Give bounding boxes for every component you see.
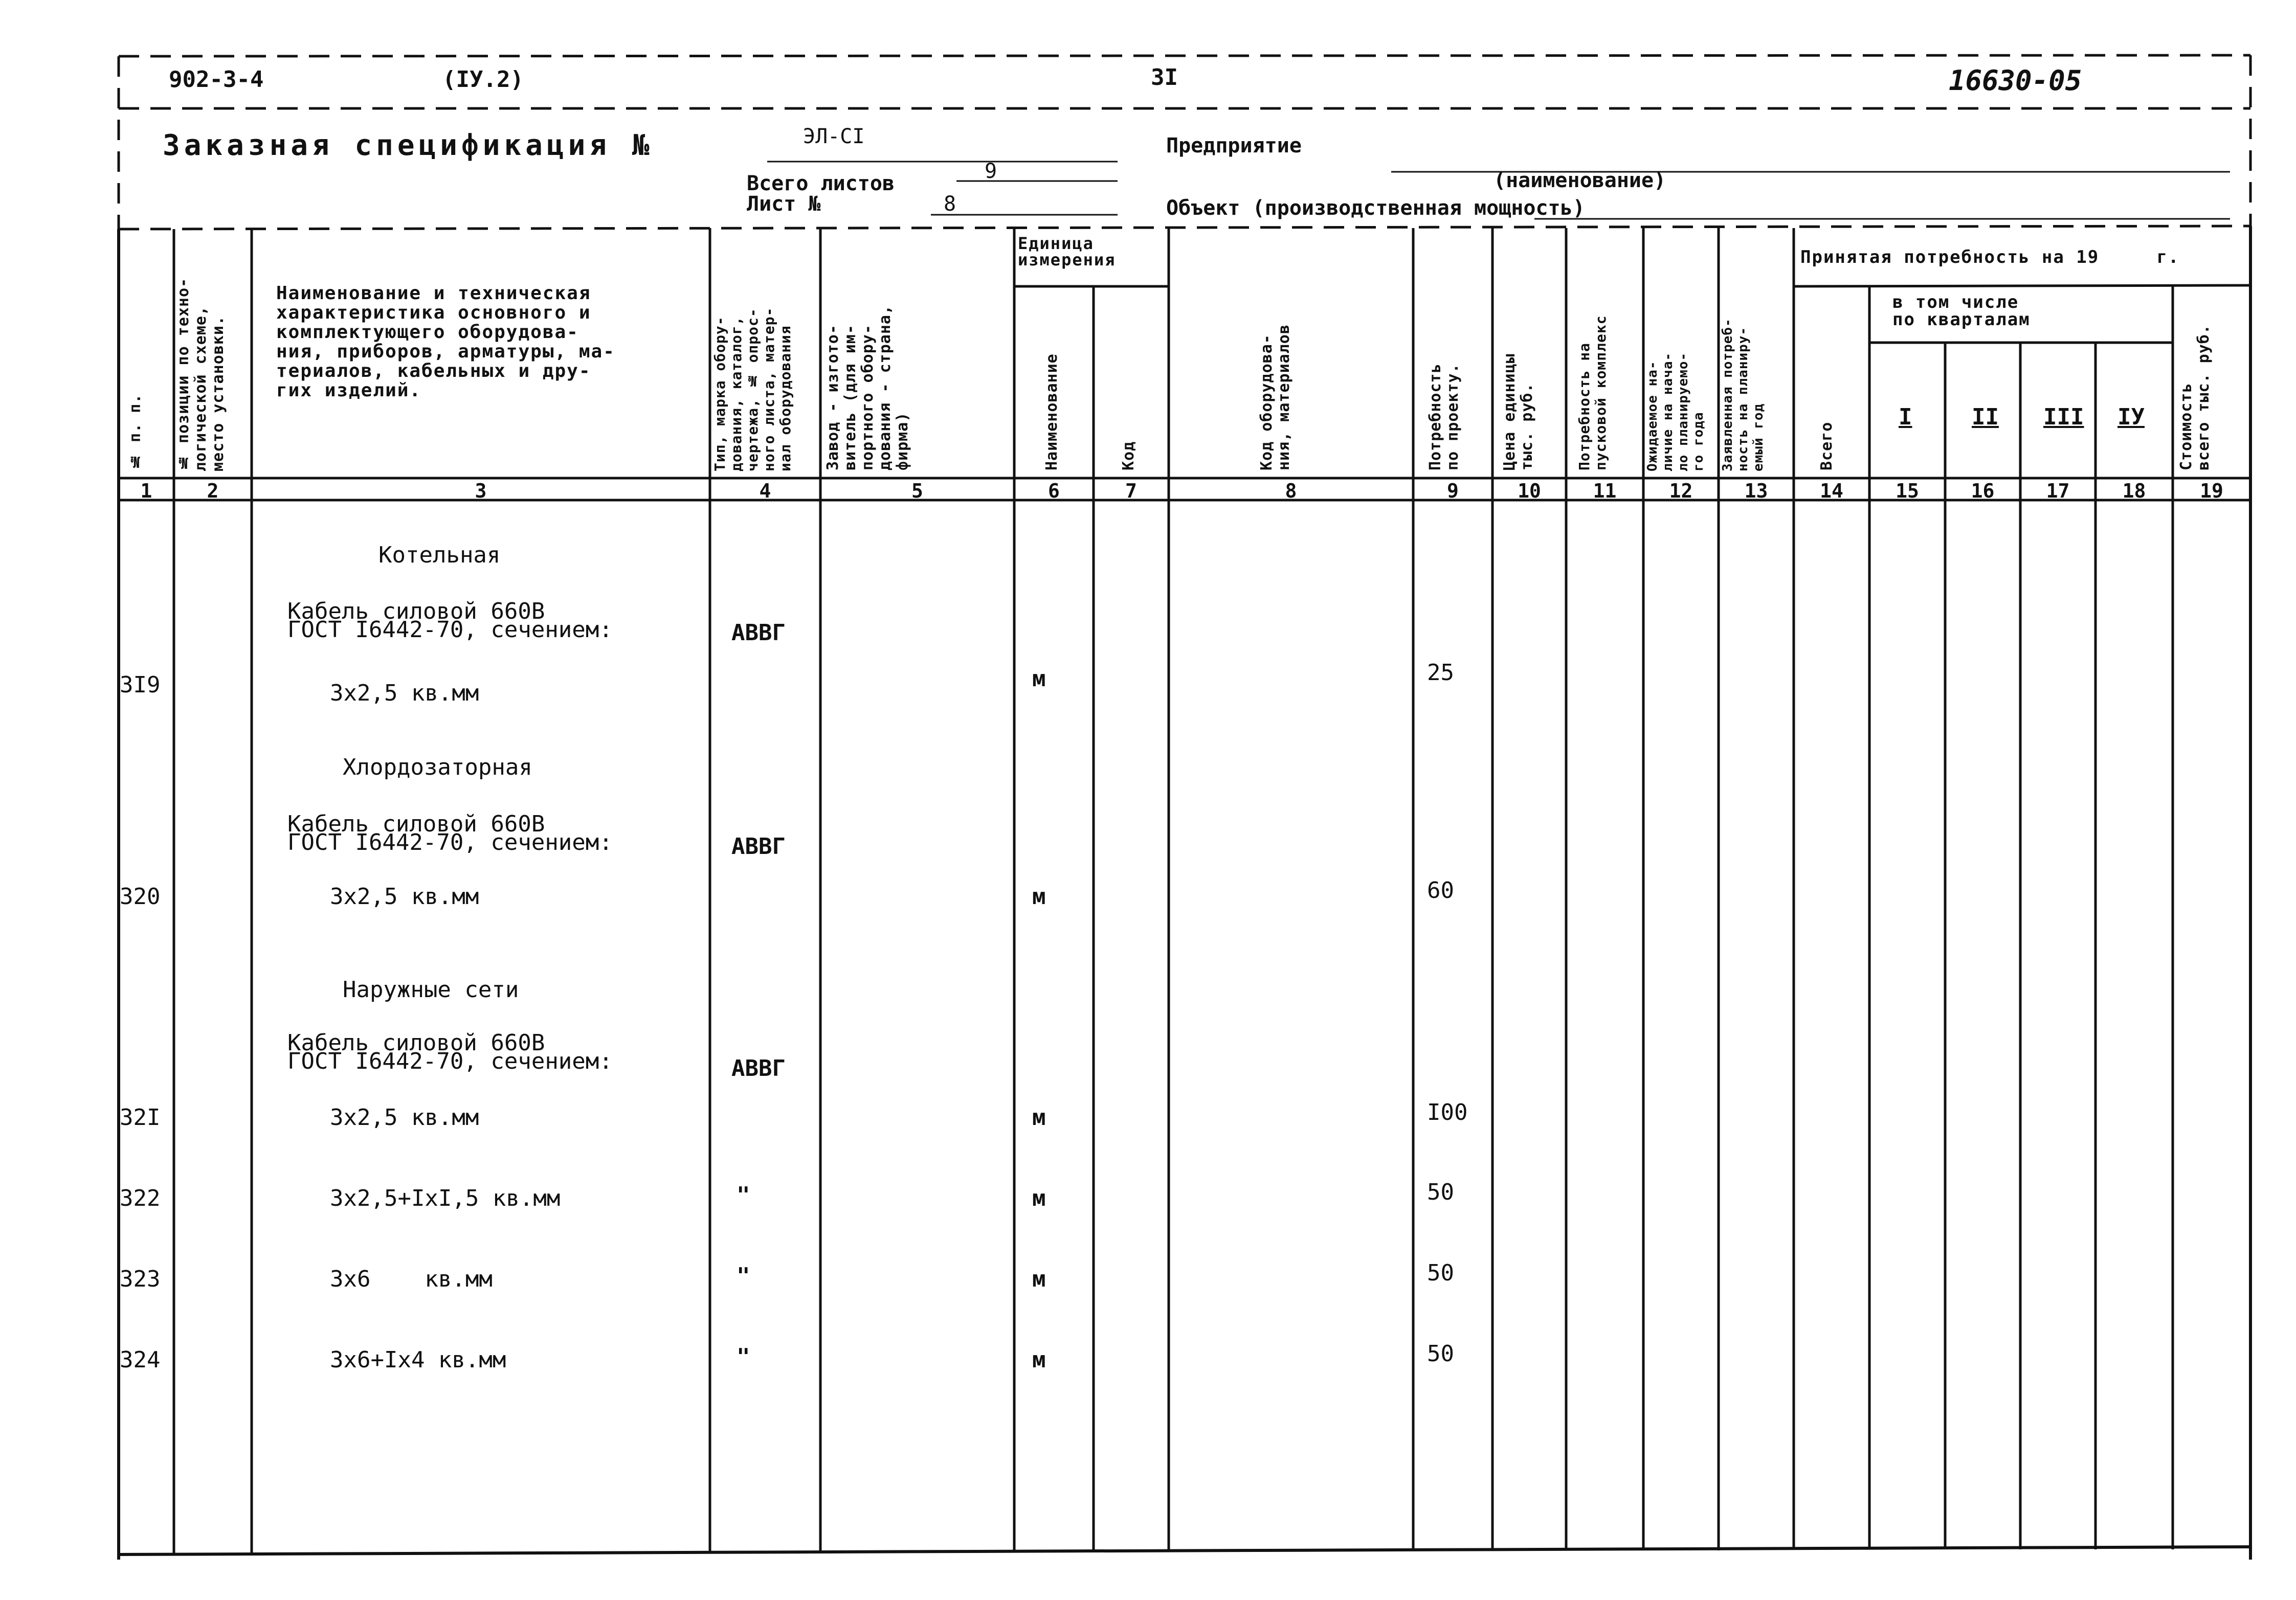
- row-unit: м: [1032, 1185, 1046, 1211]
- col-number: 18: [2122, 480, 2146, 502]
- col-header-3: Наименование и техническая характеристика основного и комплектующего оборудова- ния, приборов, арматуры, ма- териалов, кабельных и дру- гих изделий.: [276, 283, 615, 401]
- row-item-name: 3х6+Iх4 кв.мм: [330, 1347, 506, 1373]
- col-number: 4: [759, 480, 771, 502]
- accepted-group-header: Принятая потребность на 19 г.: [1800, 247, 2180, 267]
- col-header-13: Заявленная потреб- ность на планиру- емый год: [1720, 318, 1766, 471]
- col-number: 5: [911, 480, 923, 502]
- enterprise-caption: (наименование): [1493, 169, 1666, 192]
- row-item-name: 3х2,5+IхI,5 кв.мм: [330, 1185, 561, 1211]
- row-quantity: 25: [1427, 660, 1454, 686]
- row-unit: м: [1032, 1266, 1046, 1292]
- section-heading: Хлордозаторная: [343, 754, 532, 780]
- row-number: 324: [120, 1347, 161, 1373]
- section-heading: Котельная: [378, 542, 501, 568]
- spec-number: ЭЛ-СI: [803, 125, 865, 148]
- col-header-14: Всего: [1818, 421, 1836, 470]
- page-number: 3I: [1151, 64, 1178, 91]
- col-header-16: II: [1972, 404, 1999, 430]
- col-header-8: Код оборудова- ния, материалов: [1258, 324, 1293, 470]
- doc-code: 902-3-4: [169, 66, 264, 93]
- row-unit: м: [1032, 1105, 1046, 1131]
- row-unit: м: [1032, 666, 1046, 692]
- spec-title: Заказная спецификация №: [163, 129, 654, 162]
- cable-description-line2: ГОСТ I6442-70, сечением:: [287, 1048, 613, 1074]
- col-header-7: Код: [1120, 441, 1138, 470]
- col-number: 6: [1048, 480, 1060, 502]
- row-number: 3I9: [120, 672, 161, 698]
- col-header-2: № позиции по техно- логической схеме, место установки.: [174, 277, 227, 471]
- col-number: 13: [1744, 480, 1768, 502]
- col-header-4: Тип, марка обору- дования, каталог, чертежа, № опрос- ного листа, матер- иал оборудования: [711, 307, 794, 471]
- unit-group-header: Единица измерения: [1018, 234, 1116, 269]
- col-number: 2: [207, 480, 219, 502]
- row-item-name: 3х6 кв.мм: [330, 1266, 493, 1292]
- object-label: Объект (производственная мощность): [1166, 196, 1585, 220]
- row-type-ditto: ": [737, 1263, 750, 1289]
- sheet-label: Лист №: [747, 192, 821, 216]
- row-number: 320: [120, 884, 161, 910]
- col-number: 10: [1518, 480, 1541, 502]
- row-item-name: 3х2,5 кв.мм: [330, 1105, 479, 1131]
- row-item-name: 3х2,5 кв.мм: [330, 884, 479, 910]
- col-number: 11: [1593, 480, 1617, 502]
- row-quantity: 60: [1427, 877, 1454, 904]
- col-header-10: Цена единицы тыс. руб.: [1501, 353, 1536, 470]
- col-number: 3: [475, 480, 487, 502]
- col-number: 8: [1285, 480, 1297, 502]
- col-header-11: Потребность на пусковой комплекс: [1576, 315, 1609, 470]
- archive-number: 16630-05: [1949, 64, 2082, 97]
- row-quantity: 50: [1427, 1179, 1454, 1205]
- col-header-12: Ожидаемое на- личие на нача- ло планируемо- го года: [1645, 352, 1706, 471]
- col-number: 14: [1820, 480, 1843, 502]
- col-header-5: Завод - изгото- витель (для им- портного обору- дования - страна, фирма): [824, 304, 911, 470]
- row-type-ditto: ": [737, 1182, 750, 1208]
- row-number: 322: [120, 1185, 161, 1211]
- enterprise-label: Предприятие: [1166, 134, 1302, 157]
- col-number: 16: [1971, 480, 1995, 502]
- col-number: 17: [2046, 480, 2070, 502]
- cable-type: АВВГ: [731, 1055, 786, 1081]
- col-header-9: Потребность по проекту.: [1426, 363, 1462, 470]
- cable-type: АВВГ: [731, 620, 786, 646]
- total-sheets-label: Всего листов: [747, 172, 895, 195]
- cable-description-line1: Кабель силовой 660В: [287, 598, 545, 624]
- cable-description-line2: ГОСТ I6442-70, сечением:: [287, 617, 613, 643]
- total-sheets-value: 9: [985, 160, 997, 183]
- cable-description-line1: Кабель силовой 660В: [287, 1030, 545, 1056]
- col-header-19: Стоимость всего тыс. руб.: [2177, 324, 2213, 470]
- col-number: 12: [1669, 480, 1693, 502]
- col-header-15: I: [1899, 404, 1912, 430]
- row-quantity: 50: [1427, 1341, 1454, 1367]
- quarters-group-header: в том числе по кварталам: [1892, 292, 2031, 330]
- col-header-18: IУ: [2117, 404, 2145, 430]
- col-header-1: № п. п.: [126, 393, 144, 470]
- row-unit: м: [1032, 884, 1046, 910]
- col-header-6: Наименование: [1043, 353, 1061, 470]
- cable-description-line1: Кабель силовой 660В: [287, 811, 545, 837]
- row-item-name: 3х2,5 кв.мм: [330, 680, 479, 706]
- cable-type: АВВГ: [731, 833, 786, 860]
- col-number: 19: [2200, 480, 2223, 502]
- cable-description-line2: ГОСТ I6442-70, сечением:: [287, 829, 613, 855]
- row-unit: м: [1032, 1347, 1046, 1373]
- row-type-ditto: ": [737, 1344, 750, 1370]
- col-number: 1: [140, 480, 152, 502]
- col-number: 9: [1447, 480, 1459, 502]
- sheet-value: 8: [944, 192, 956, 216]
- row-quantity: I00: [1427, 1099, 1468, 1125]
- row-quantity: 50: [1427, 1260, 1454, 1286]
- row-number: 32I: [120, 1105, 161, 1131]
- col-header-17: III: [2043, 404, 2084, 430]
- sheet-ref: (IУ.2): [442, 66, 524, 93]
- section-heading: Наружные сети: [343, 977, 519, 1003]
- col-number: 15: [1896, 480, 1919, 502]
- col-number: 7: [1125, 480, 1137, 502]
- row-number: 323: [120, 1266, 161, 1292]
